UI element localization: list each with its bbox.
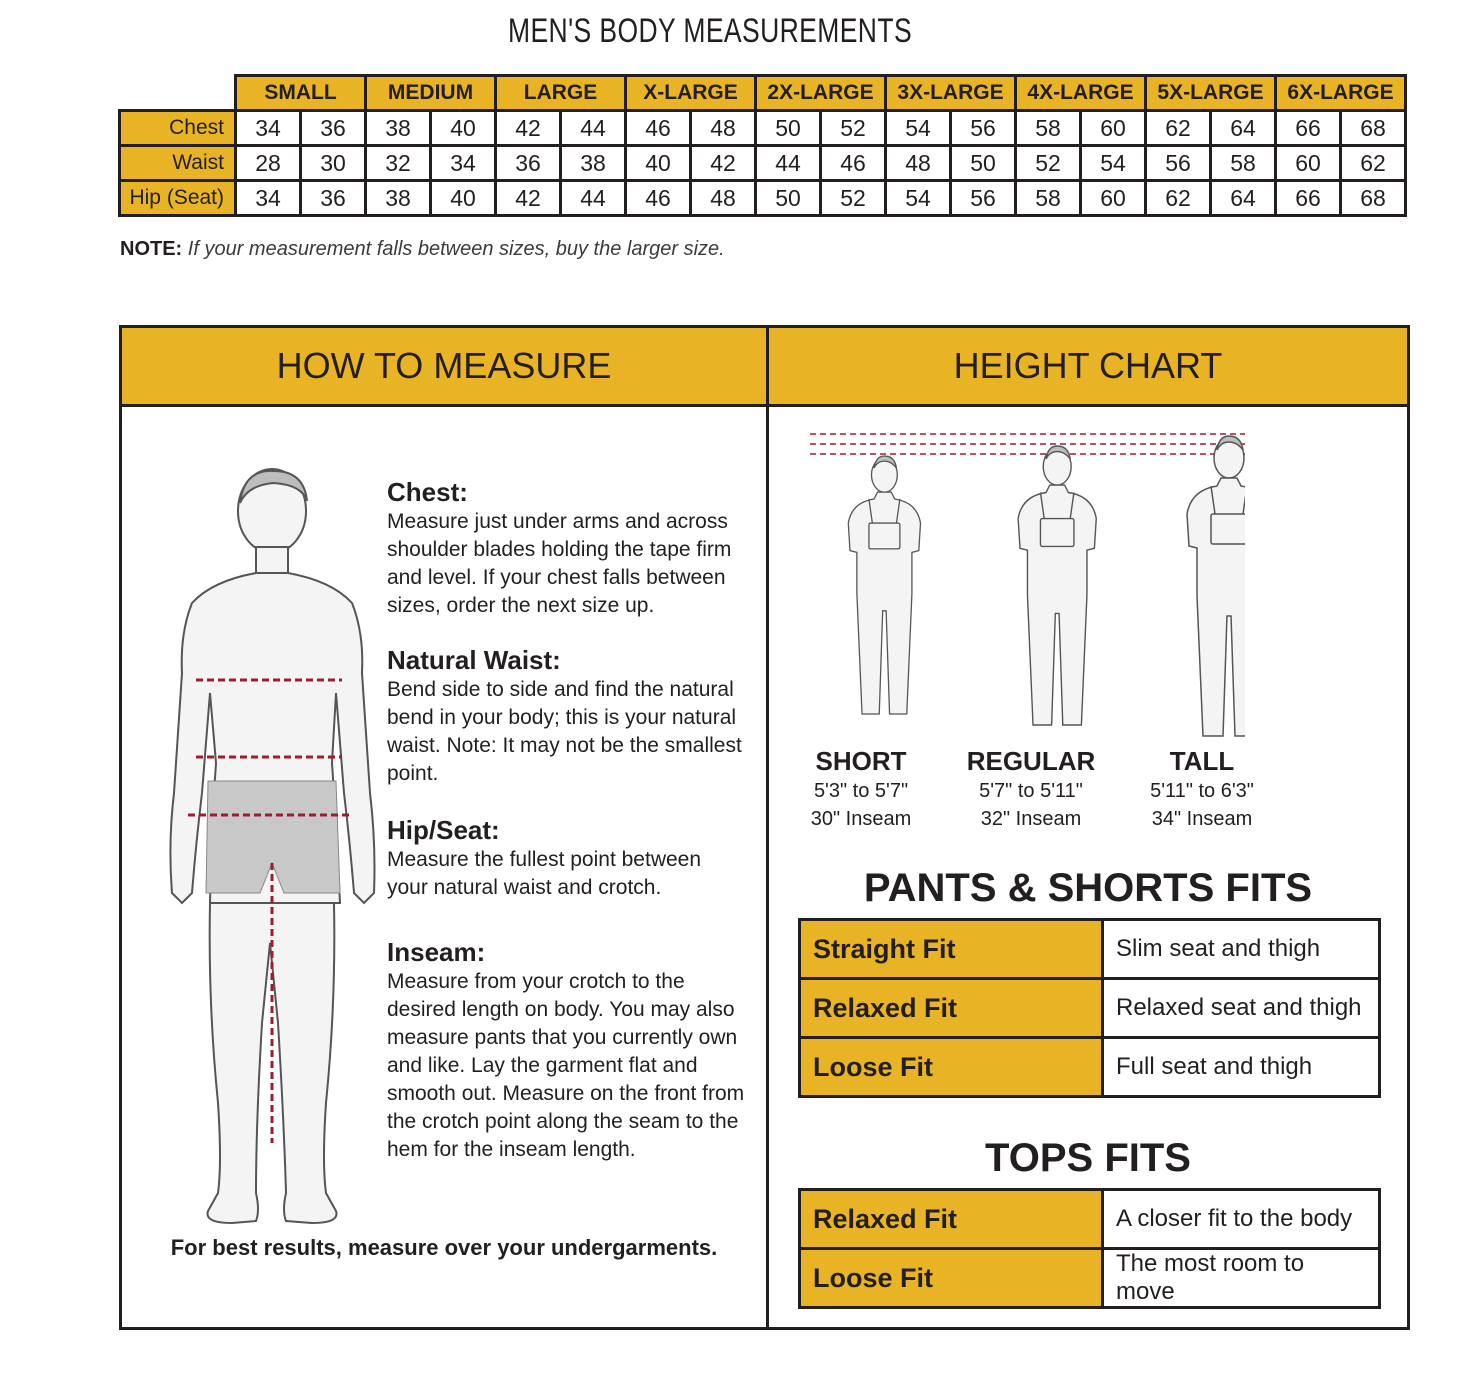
height-inseam: 32" Inseam (980, 808, 1082, 830)
measurement-cell: 58 (1211, 146, 1276, 181)
tops-fits-title: TOPS FITS (985, 1136, 1191, 1180)
inseam-text: Measure from your crotch to the desired length on body. You may also measure pants that you currently own and like. Lay the garment flat and smooth out. Measure on the front from the crotch point along the seam to the hem for the inseam length. (387, 970, 745, 1161)
hip-instruction (387, 816, 747, 902)
measurement-cell: 68 (1341, 111, 1406, 146)
measurement-cell: 46 (626, 111, 691, 146)
table-row (120, 146, 1406, 181)
measurement-cell: 60 (1276, 146, 1341, 181)
measurement-cell: 52 (821, 181, 886, 216)
measurement-cell: 66 (1276, 181, 1341, 216)
row-label: Hip (Seat) (120, 181, 236, 216)
measurement-cell: 48 (691, 111, 756, 146)
table-row (120, 181, 1406, 216)
measurement-cell: 56 (951, 181, 1016, 216)
height-name: SHORT (815, 746, 907, 776)
measurement-cell: 62 (1146, 181, 1211, 216)
measurement-cell: 42 (496, 111, 561, 146)
table-corner (120, 76, 236, 111)
height-inseam: 34" Inseam (1151, 808, 1253, 830)
height-range: 5'7" to 5'11" (979, 780, 1083, 802)
fit-desc: Slim seat and thigh (1103, 920, 1380, 979)
hip-text: Measure the fullest point between your natural waist and crotch. (387, 848, 702, 899)
fit-name: Relaxed Fit (800, 979, 1103, 1038)
inseam-heading: Inseam: (387, 937, 486, 967)
fit-desc: The most room to move (1103, 1249, 1380, 1308)
measurement-cell: 60 (1081, 111, 1146, 146)
measurement-cell: 48 (886, 146, 951, 181)
measurement-cell: 58 (1016, 111, 1081, 146)
measurement-cell: 54 (886, 181, 951, 216)
measurement-cell: 38 (561, 146, 626, 181)
size-header: 6X-LARGE (1276, 76, 1406, 111)
pants-fits-title: PANTS & SHORTS FITS (863, 866, 1313, 910)
size-header: X-LARGE (626, 76, 756, 111)
table-row (800, 1190, 1380, 1249)
height-range: 5'11" to 6'3" (1150, 780, 1254, 802)
height-name: REGULAR (966, 746, 1096, 776)
measurement-cell: 66 (1276, 111, 1341, 146)
measurement-cell: 44 (561, 111, 626, 146)
measurement-cell: 46 (821, 146, 886, 181)
height-short (781, 746, 941, 833)
size-header: SMALL (236, 76, 366, 111)
height-chart-header: HEIGHT CHART (769, 328, 1407, 407)
height-regular (951, 746, 1111, 833)
measurement-cell: 60 (1081, 181, 1146, 216)
size-header: 2X-LARGE (756, 76, 886, 111)
measurement-cell: 42 (496, 181, 561, 216)
measurement-cell: 58 (1016, 181, 1081, 216)
fit-name: Loose Fit (800, 1038, 1103, 1097)
measurement-cell: 64 (1211, 111, 1276, 146)
body-measurement-figure (152, 463, 392, 1233)
measurement-cell: 68 (1341, 181, 1406, 216)
measurement-cell: 34 (236, 111, 301, 146)
table-row (800, 1249, 1380, 1308)
waist-text: Bend side to side and find the natural bend in your body; this is your natural waist. Note: It may not be the smallest point. (387, 678, 742, 785)
height-inseam: 30" Inseam (810, 808, 912, 830)
size-header: MEDIUM (366, 76, 496, 111)
measurement-table (118, 74, 1407, 217)
measurement-cell: 36 (301, 111, 366, 146)
measurement-cell: 44 (561, 181, 626, 216)
measurement-cell: 32 (366, 146, 431, 181)
chest-text: Measure just under arms and across shoulder blades holding the tape firm and level. If your chest falls between sizes, order the next size up. (387, 510, 732, 617)
fit-desc: Relaxed seat and thigh (1103, 979, 1380, 1038)
measurement-cell: 62 (1341, 146, 1406, 181)
measurement-cell: 38 (366, 111, 431, 146)
size-note (120, 238, 725, 261)
fit-desc: A closer fit to the body (1103, 1190, 1380, 1249)
height-name: TALL (1169, 746, 1235, 776)
waist-instruction (387, 646, 747, 788)
measurement-cell: 54 (886, 111, 951, 146)
measurement-cell: 28 (236, 146, 301, 181)
chest-instruction (387, 478, 747, 620)
size-header: 3X-LARGE (886, 76, 1016, 111)
measurement-cell: 36 (496, 146, 561, 181)
table-row (120, 111, 1406, 146)
measurement-cell: 56 (1146, 146, 1211, 181)
measurement-cell: 34 (236, 181, 301, 216)
overall-short-icon (848, 456, 920, 714)
measurement-cell: 50 (951, 146, 1016, 181)
fit-name: Relaxed Fit (800, 1190, 1103, 1249)
how-to-measure-header: HOW TO MEASURE (122, 328, 769, 407)
table-row (800, 979, 1380, 1038)
note-text: If your measurement falls between sizes, buy the larger size. (187, 238, 725, 260)
measurement-cell: 56 (951, 111, 1016, 146)
fit-name: Straight Fit (800, 920, 1103, 979)
measurement-cell: 42 (691, 146, 756, 181)
measurement-cell: 52 (821, 111, 886, 146)
waist-heading: Natural Waist: (387, 645, 561, 675)
size-header-row (120, 76, 1406, 111)
tops-fits-table (798, 1188, 1381, 1309)
height-guide-lines (810, 434, 1245, 454)
row-label: Waist (120, 146, 236, 181)
measurement-cell: 38 (366, 181, 431, 216)
note-label: NOTE: (120, 238, 183, 260)
measurement-cell: 40 (431, 111, 496, 146)
measurement-cell: 34 (431, 146, 496, 181)
hip-heading: Hip/Seat: (387, 815, 500, 845)
size-header: 5X-LARGE (1146, 76, 1276, 111)
size-header: 4X-LARGE (1016, 76, 1146, 111)
overall-regular-icon (1018, 446, 1096, 725)
measurement-cell: 40 (626, 146, 691, 181)
best-results-note: For best results, measure over your undergarments. (170, 1235, 718, 1260)
fit-desc: Full seat and thigh (1103, 1038, 1380, 1097)
table-row (800, 920, 1380, 979)
pants-fits-table (798, 918, 1381, 1098)
measurement-cell: 48 (691, 181, 756, 216)
measurement-cell: 30 (301, 146, 366, 181)
measurement-cell: 64 (1211, 181, 1276, 216)
row-label: Chest (120, 111, 236, 146)
chest-heading: Chest: (387, 477, 468, 507)
measurement-cell: 50 (756, 111, 821, 146)
measurement-cell: 50 (756, 181, 821, 216)
overall-tall-icon (1187, 436, 1245, 736)
measurement-cell: 36 (301, 181, 366, 216)
height-tall (1122, 746, 1282, 833)
fit-name: Loose Fit (800, 1249, 1103, 1308)
height-range: 5'3" to 5'7" (813, 780, 909, 802)
inseam-instruction (387, 938, 747, 1164)
measurement-cell: 54 (1081, 146, 1146, 181)
measurement-cell: 52 (1016, 146, 1081, 181)
measurement-cell: 40 (431, 181, 496, 216)
size-header: LARGE (496, 76, 626, 111)
page-title: MEN'S BODY MEASUREMENTS (507, 12, 913, 50)
table-row (800, 1038, 1380, 1097)
measurement-cell: 44 (756, 146, 821, 181)
height-chart-figures (805, 428, 1245, 738)
info-panel (119, 325, 1410, 1330)
measurement-cell: 46 (626, 181, 691, 216)
measurement-cell: 62 (1146, 111, 1211, 146)
